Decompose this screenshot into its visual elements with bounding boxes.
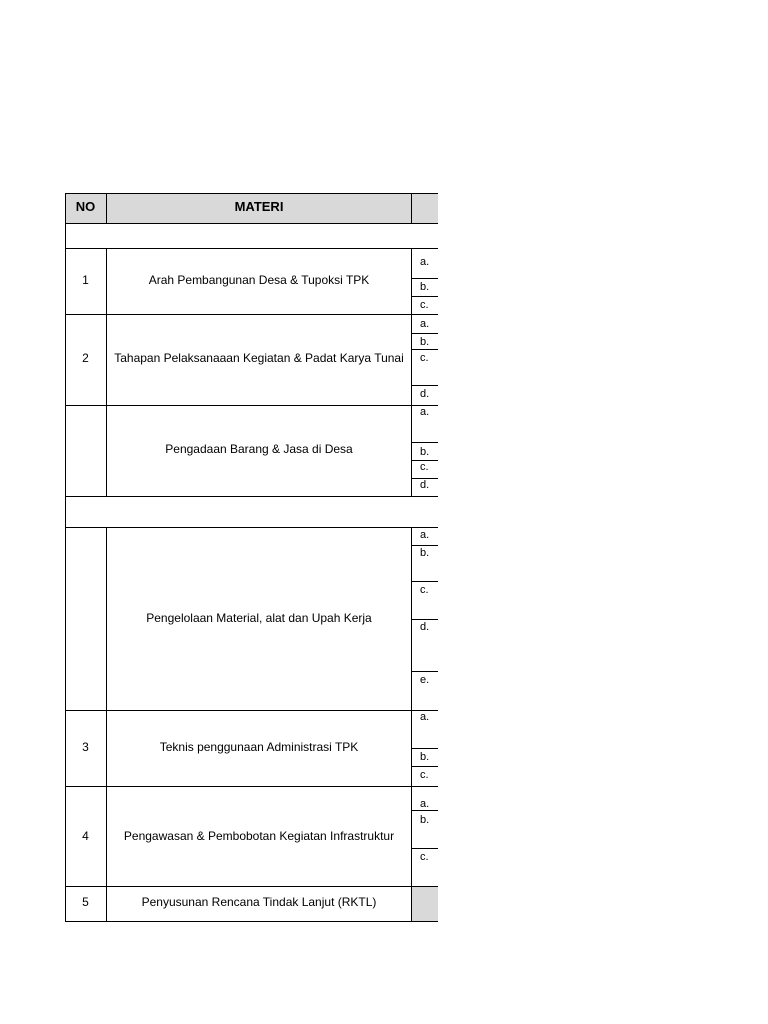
row-border-blank1 [65, 248, 438, 249]
row-border-4 [65, 886, 438, 887]
row-materi: Tahapan Pelaksanaaan Kegiatan & Padat Karya Tunai [114, 351, 404, 365]
row-border-bottom [65, 921, 438, 922]
sub-sep [411, 442, 438, 443]
row-materi: Arah Pembangunan Desa & Tupoksi TPK [148, 273, 370, 287]
sub-item-letter: a. [420, 529, 430, 541]
sub-item-letter: c. [420, 461, 429, 473]
row-border-header [65, 223, 438, 224]
sub-sep [411, 385, 438, 386]
row-materi: Pengawasan & Pembobotan Kegiatan Infrastruktur [123, 829, 395, 843]
sub-sep [411, 296, 438, 297]
col-border-no-3 [106, 527, 107, 922]
sub-item-letter: c. [420, 851, 429, 863]
row-materi: Teknis penggunaan Administrasi TPK [159, 740, 359, 754]
col-border-materi-3 [411, 527, 412, 922]
row-no: 2 [82, 351, 89, 365]
row-materi: Pengelolaan Material, alat dan Upah Kerja [146, 611, 372, 625]
col-border-materi [411, 193, 412, 224]
row-border-pbj [65, 496, 438, 497]
row-no: 5 [82, 895, 89, 909]
sub-item-letter: b. [420, 751, 430, 763]
sub-sep [411, 748, 438, 749]
sub-sep [411, 671, 438, 672]
row-border-1 [65, 314, 438, 315]
row-border-blank2 [65, 527, 438, 528]
sub-item-letter: b. [420, 446, 430, 458]
sub-item-letter: d. [420, 479, 430, 491]
sub-item-letter: a. [420, 256, 430, 268]
sub-item-letter: b. [420, 814, 430, 826]
sub-sep [411, 333, 438, 334]
sub-item-letter: b. [420, 336, 430, 348]
sub-item-letter: c. [420, 299, 429, 311]
sub-item-letter: b. [420, 281, 430, 293]
sub-item-letter: d. [420, 388, 430, 400]
sub-item-letter: a. [420, 711, 430, 723]
sub-sep [411, 766, 438, 767]
sub-item-letter: a. [420, 798, 430, 810]
sub-item-letter: a. [420, 318, 430, 330]
sub-item-letter: c. [420, 352, 429, 364]
row-border-3 [65, 786, 438, 787]
header-no: NO [75, 199, 96, 214]
row5-fill-extra [412, 887, 438, 921]
sub-item-letter: e. [420, 674, 430, 686]
sub-item-letter: c. [420, 769, 429, 781]
header-fill-extra [412, 193, 438, 223]
row-border-top [65, 193, 438, 194]
header-materi: MATERI [234, 199, 284, 214]
row-no: 1 [82, 273, 89, 287]
row-no: 4 [82, 829, 89, 843]
sub-item-letter: a. [420, 406, 430, 418]
sub-item-letter: d. [420, 621, 430, 633]
row-border-material [65, 710, 438, 711]
sub-sep [411, 581, 438, 582]
sub-item-letter: c. [420, 584, 429, 596]
sub-item-letter: b. [420, 547, 430, 559]
materi-table [65, 193, 438, 922]
sub-sep [411, 848, 438, 849]
row-materi: Penyusunan Rencana Tindak Lanjut (RKTL) [141, 895, 377, 909]
row-border-2 [65, 405, 438, 406]
sub-sep [411, 349, 438, 350]
col-border-left [65, 193, 66, 922]
sub-sep [411, 278, 438, 279]
row-materi: Pengadaan Barang & Jasa di Desa [165, 442, 353, 456]
row-no: 3 [82, 740, 89, 754]
